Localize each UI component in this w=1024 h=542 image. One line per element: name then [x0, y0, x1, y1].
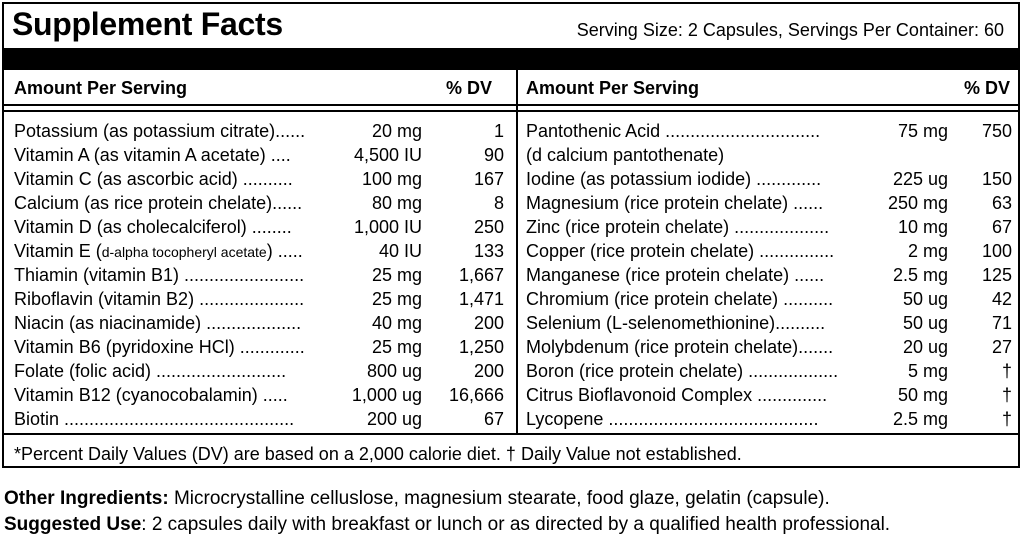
- nutrient-row: [526, 336, 1016, 358]
- nutrient-amount: 50 mg: [897, 385, 948, 405]
- nutrient-amount: 5 mg: [907, 361, 948, 381]
- nutrient-dv: 150: [981, 169, 1012, 189]
- left-col-amount-header: Amount Per Serving: [14, 78, 188, 98]
- nutrient-amount: 1,000 IU: [353, 217, 422, 237]
- nutrient-dv: 1: [493, 121, 504, 141]
- nutrient-row: [526, 120, 1016, 142]
- nutrient-row: [526, 360, 1016, 382]
- nutrient-row: [526, 240, 1016, 262]
- nutrient-name: Folate (folic acid) ..........................: [14, 361, 287, 381]
- nutrient-row: [14, 168, 508, 190]
- nutrient-dv: 1,471: [458, 289, 504, 309]
- nutrient-dv: 90: [483, 145, 504, 165]
- nutrient-dv: 1,667: [458, 265, 504, 285]
- suggested-use-label: Suggested Use: [4, 514, 142, 535]
- nutrient-amount: 4,500 IU: [353, 145, 422, 165]
- nutrient-amount: 2.5 mg: [892, 409, 948, 429]
- nutrient-dv: 125: [981, 265, 1012, 285]
- nutrient-name: Manganese (rice protein chelate) ......: [526, 265, 825, 285]
- nutrient-row: [14, 312, 508, 334]
- nutrient-name: Vitamin D (as cholecalciferol) ........: [14, 217, 292, 237]
- nutrient-row: [526, 192, 1016, 214]
- nutrient-dv: 67: [483, 409, 504, 429]
- nutrient-row: [526, 288, 1016, 310]
- nutrient-amount: 50 ug: [902, 289, 948, 309]
- nutrient-name: Pantothenic Acid ...............................: [526, 121, 821, 141]
- nutrient-dv: 100: [981, 241, 1012, 261]
- nutrient-name: Lycopene ..........................................: [526, 409, 819, 429]
- nutrient-amount: 100 mg: [361, 169, 422, 189]
- nutrient-amount: 800 ug: [366, 361, 422, 381]
- nutrient-dv: 27: [991, 337, 1012, 357]
- nutrient-amount: 40 IU: [378, 241, 422, 261]
- nutrient-row: [14, 216, 508, 238]
- nutrient-row: [14, 144, 508, 166]
- nutrient-amount: 2.5 mg: [892, 265, 948, 285]
- nutrient-dv: 750: [981, 121, 1012, 141]
- nutrient-amount: 80 mg: [371, 193, 422, 213]
- nutrient-name: Citrus Bioflavonoid Complex ..............: [526, 385, 828, 405]
- nutrient-name: Boron (rice protein chelate) ..................: [526, 361, 839, 381]
- header-bar: [4, 48, 1018, 70]
- nutrient-name: Biotin ..............................................: [14, 409, 295, 429]
- serving-info: Serving Size: 2 Capsules, Servings Per Container: 60: [576, 20, 1004, 40]
- nutrient-row: [526, 312, 1016, 334]
- nutrient-row: [14, 264, 508, 286]
- nutrient-row: [526, 168, 1016, 190]
- nutrient-name: Niacin (as niacinamide) ...................: [14, 313, 302, 333]
- nutrient-row: [14, 384, 508, 406]
- nutrient-name: Calcium (as rice protein chelate)......: [14, 193, 303, 213]
- nutrient-name: Molybdenum (rice protein chelate).......: [526, 337, 834, 357]
- nutrient-name: Vitamin B6 (pyridoxine HCl) .............: [14, 337, 305, 357]
- supplement-facts-panel: [2, 2, 1020, 468]
- nutrient-dv: 8: [493, 193, 504, 213]
- nutrient-row: [14, 360, 508, 382]
- nutrient-row: [14, 408, 508, 430]
- other-ingredients: [4, 488, 830, 510]
- nutrient-name: Vitamin C (as ascorbic acid) ..........: [14, 169, 293, 189]
- nutrient-name: Riboflavin (vitamin B2) .....................: [14, 289, 305, 309]
- nutrient-amount: 10 mg: [897, 217, 948, 237]
- nutrient-row: [14, 288, 508, 310]
- nutrient-name: Iodine (as potassium iodide) .............: [526, 169, 822, 189]
- left-col-dv-header: % DV: [446, 78, 493, 98]
- nutrient-name: Chromium (rice protein chelate) ..........: [526, 289, 834, 309]
- nutrient-dv: 1,250: [458, 337, 504, 357]
- nutrient-row: [526, 216, 1016, 238]
- header-rule-2: [4, 110, 1018, 112]
- nutrient-name: Vitamin E (d-alpha tocopheryl acetate) .....: [14, 241, 303, 261]
- other-ingredients-text: Microcrystalline celluslose, magnesium stearate, food glaze, gelatin (capsule).: [168, 488, 830, 509]
- nutrient-amount: 2 mg: [907, 241, 948, 261]
- nutrient-name: Potassium (as potassium citrate)......: [14, 121, 306, 141]
- nutrient-amount: 20 ug: [902, 337, 948, 357]
- column-divider: [516, 70, 518, 435]
- nutrient-dv: 167: [473, 169, 504, 189]
- nutrient-name: Magnesium (rice protein chelate) ......: [526, 193, 824, 213]
- nutrient-row: [526, 144, 1016, 166]
- nutrient-amount: 40 mg: [371, 313, 422, 333]
- nutrient-amount: 75 mg: [897, 121, 948, 141]
- nutrient-dv: †: [1001, 361, 1012, 381]
- nutrient-amount: 25 mg: [371, 337, 422, 357]
- nutrient-name: Selenium (L-selenomethionine)..........: [526, 313, 826, 333]
- nutrient-dv: 63: [991, 193, 1012, 213]
- nutrient-amount: 200 ug: [366, 409, 422, 429]
- right-col-amount-header: Amount Per Serving: [526, 78, 700, 98]
- nutrient-dv: †: [1001, 385, 1012, 405]
- footnote-rule: [4, 433, 1018, 435]
- nutrient-name: Zinc (rice protein chelate) ...................: [526, 217, 830, 237]
- nutrient-dv: 16,666: [448, 385, 504, 405]
- right-col-dv-header: % DV: [964, 78, 1011, 98]
- nutrient-amount: 25 mg: [371, 265, 422, 285]
- nutrient-amount: 25 mg: [371, 289, 422, 309]
- nutrient-row: [14, 120, 508, 142]
- header-rule: [4, 104, 1018, 106]
- nutrient-dv: 42: [991, 289, 1012, 309]
- nutrient-name: (d calcium pantothenate): [526, 145, 725, 165]
- nutrient-amount: 225 ug: [892, 169, 948, 189]
- nutrient-row: [526, 264, 1016, 286]
- nutrient-amount: 250 mg: [887, 193, 948, 213]
- other-ingredients-label: Other Ingredients:: [4, 488, 169, 509]
- nutrient-dv: 67: [991, 217, 1012, 237]
- nutrient-name: Copper (rice protein chelate) ...............: [526, 241, 835, 261]
- nutrient-row: [14, 336, 508, 358]
- panel-title: Supplement Facts: [12, 6, 283, 42]
- nutrient-amount: 20 mg: [371, 121, 422, 141]
- nutrient-row: [526, 384, 1016, 406]
- nutrient-row: [526, 408, 1016, 430]
- nutrient-amount: 1,000 ug: [351, 385, 422, 405]
- nutrient-row: [14, 192, 508, 214]
- suggested-use: [4, 514, 890, 536]
- nutrient-name: Thiamin (vitamin B1) ........................: [14, 265, 305, 285]
- nutrient-name: Vitamin B12 (cyanocobalamin) .....: [14, 385, 288, 405]
- nutrient-dv: †: [1001, 409, 1012, 429]
- nutrient-dv: 250: [473, 217, 504, 237]
- footnote: *Percent Daily Values (DV) are based on a 2,000 calorie diet. † Daily Value not established.: [14, 444, 742, 464]
- nutrient-dv: 200: [473, 313, 504, 333]
- nutrient-name: Vitamin A (as vitamin A acetate) ....: [14, 145, 291, 165]
- nutrient-dv: 71: [991, 313, 1012, 333]
- nutrient-amount: 50 ug: [902, 313, 948, 333]
- nutrient-dv: 200: [473, 361, 504, 381]
- nutrient-row: [14, 240, 508, 262]
- suggested-use-text: : 2 capsules daily with breakfast or lunch or as directed by a qualified health professional.: [141, 514, 891, 535]
- nutrient-dv: 133: [473, 241, 504, 261]
